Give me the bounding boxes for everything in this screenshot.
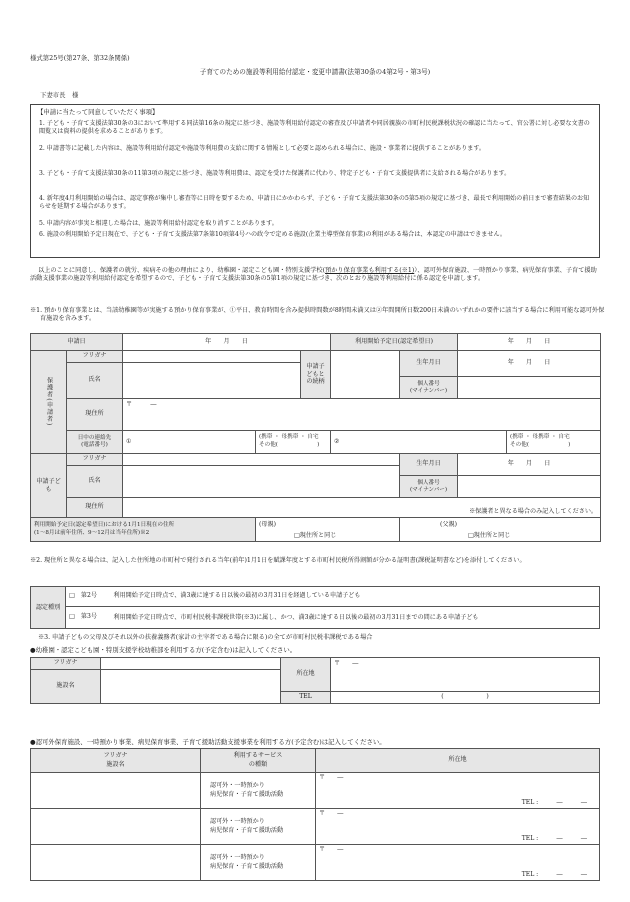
other-location-header: 所在地 xyxy=(316,749,600,773)
relation-label: 申請子どもとの続柄 xyxy=(301,351,331,399)
father-label: (父親) xyxy=(440,521,457,528)
guardian-birth-label: 生年月日 xyxy=(400,351,458,377)
child-birth-field[interactable]: 年 月 日 xyxy=(458,454,601,476)
mother-same-checkbox[interactable]: □現住所と同じ xyxy=(294,531,337,539)
note-2: ※2. 現住所と異なる場合は、記入した住所地の市町村で発行される当年(前年)1月1日を賦課年度とする市町村民税所得割額が分かる証明書(課税証明書など)を添付してください。 xyxy=(30,557,526,564)
notice-item: 6. 施設の利用開始予定日現在で、子ども・子育て支援法第7条第10項第4号ハの政令で定める施設(企業主導型保育事業)の利用がある場合は、本認定の申請はできません。 xyxy=(39,231,507,238)
start-date-label: 利用開始予定日(認定希望日) xyxy=(331,334,458,351)
notice-item: 3. 子ども・子育て支援法第30条の11第3項の規定に基づき、施設等利用費は、認定を受けた保護者に代わり、特定子ども・子育て支援提供者に支給される場合があります。 xyxy=(39,170,511,177)
father-jan-address[interactable] xyxy=(400,518,601,542)
consent-text-a: 以上のことに同意し、保護者の就労、疾病その他の理由により、幼稚園・認定こども園・特別支援学校( xyxy=(38,267,326,274)
note-3: ※3. 申請子どもの父母及びそれ以外の扶養義務者(家計の主宰者である場合に限る)の全てが市町村民税非課税である場合 xyxy=(38,634,373,641)
consent-underlined: 預かり保育事業も利用する(※1) xyxy=(325,267,415,274)
apply-date-label: 申請日 xyxy=(31,334,123,351)
guardian-name-field[interactable] xyxy=(123,363,301,399)
other-location-field-1[interactable] xyxy=(316,773,600,809)
other-service-header: 利用するサービス の種類 xyxy=(201,749,316,773)
father-same-checkbox[interactable]: □現住所と同じ xyxy=(468,531,511,539)
other-facility-field-3[interactable] xyxy=(31,845,201,881)
other-location-field-3[interactable] xyxy=(316,845,600,881)
guardian-furigana-label: フリガナ xyxy=(67,351,123,363)
service-option-a: 認可外・一時預かり xyxy=(210,854,265,862)
notice-item: 5. 申請内容が事実と相違した場合は、施設等利用給付認定を取り消すことがあります。 xyxy=(39,220,278,227)
kinder-tel-label: TEL xyxy=(281,692,331,704)
contact-kind-2[interactable]: (携帯 ・ 母携帯 ・ 自宅 その他( ) xyxy=(507,431,601,454)
kinder-section-heading: ●幼稚園・認定こども園・特別支援学校幼稚部を利用する方(予定含む)は記入してください。 xyxy=(30,646,297,654)
cert-2-desc: 利用開始予定日時点で、満3歳に達する日以後の最初の3月31日を経過している申請子ども xyxy=(111,587,600,607)
child-mynumber-field[interactable] xyxy=(458,476,601,498)
kinder-table xyxy=(30,657,600,704)
guardian-mynumber-label: 個人番号 (マイナンバー) xyxy=(400,377,458,399)
kinder-postal: 〒 ― xyxy=(334,660,359,667)
guardian-section-label: 保護者(申請者) xyxy=(31,351,67,454)
certification-type-table xyxy=(30,586,600,629)
addressee: 下妻市長 様 xyxy=(40,91,79,99)
contact-field-2[interactable] xyxy=(331,431,507,454)
guardian-birth-field[interactable]: 年 月 日 xyxy=(458,351,601,377)
other-service-field-1[interactable] xyxy=(201,773,316,809)
cert-3-checkbox[interactable]: □ 第3号 xyxy=(66,607,111,629)
service-option-a: 認可外・一時預かり xyxy=(210,782,265,790)
kinder-furigana-field[interactable] xyxy=(101,658,281,670)
contact-field-1[interactable] xyxy=(123,431,256,454)
other-service-field-2[interactable] xyxy=(201,809,316,845)
cert-type-label: 認定種別 xyxy=(31,587,66,629)
kinder-furigana-label: フリガナ xyxy=(31,658,101,670)
guardian-name-label: 氏名 xyxy=(67,363,123,399)
child-section-label: 申請子ども xyxy=(31,454,67,518)
child-mynumber-label: 個人番号 (マイナンバー) xyxy=(400,476,458,498)
consent-text-b: ）、認可外保育施設、一時預かり事業、病児保育事業、子育て援助活動支援事業の施設等利用給付認定を希望するので、子ども・子育て支援法第30条の5第1項の規定に基づき、次のとおり施設等利用給付に係る認定を申請します。 xyxy=(30,267,597,283)
guardian-address-field[interactable] xyxy=(123,399,601,431)
other-services-table xyxy=(30,748,600,881)
other-facility-name-header: 施設名 xyxy=(106,760,125,768)
guardian-mynumber-field[interactable] xyxy=(458,377,601,399)
child-address-label: 現住所 xyxy=(67,498,123,518)
notice-item: 2. 申請書等に記載した内容は、施設等利用給付認定や施設等利用費の支給に関する情報として必要と認められる場合に、施設・事業者に提供することがあります。 xyxy=(39,145,486,152)
mother-label: (母親) xyxy=(259,521,276,528)
notice-item: 4. 新年度4月利用開始の場合は、認定事務が集中し審査等に日時を要するため、申請日にかかわらず、子ども・子育て支援法第30条の5第5項の規定に基づき、最長で利用開始の前日まで審査結果のお知らせを延期する場合があります。 xyxy=(39,195,590,211)
service-option-b: 病児保育・子育て援助活動 xyxy=(210,826,284,834)
contact-kind-1[interactable]: (携帯 ・ 母携帯 ・ 自宅 その他( ) xyxy=(256,431,331,454)
other-facility-field-1[interactable] xyxy=(31,773,201,809)
jan-address-label: 利用開始予定日(認定希望日)における1月1日現在の住所 (1～8月は前年住所、9～12月は当年住所)※2 xyxy=(31,518,256,542)
child-name-label: 氏名 xyxy=(67,466,123,498)
note-1: ※1. 預かり保育事業とは、当該幼稚園等が実施する預かり保育事業が、①平日、教育時間を含み提供時間数が8時間未満又は②年間開所日数200日未満のいずれかの要件に該当する場合に利用可能な認可外保育施設を含みます。 xyxy=(30,307,605,323)
form-number: 様式第25号(第27条、第32条関係) xyxy=(30,54,130,62)
other-service-field-3[interactable] xyxy=(201,845,316,881)
service-option-b: 病児保育・子育て援助活動 xyxy=(210,862,284,870)
other-facility-field-2[interactable] xyxy=(31,809,201,845)
kinder-location-field[interactable] xyxy=(331,658,600,692)
service-option-b: 病児保育・子育て援助活動 xyxy=(210,790,284,798)
child-name-field[interactable] xyxy=(123,466,400,498)
consent-paragraph xyxy=(30,267,600,284)
other-postal: 〒 ― xyxy=(319,846,344,853)
guardian-address-label: 現住所 xyxy=(67,399,123,431)
child-furigana-field[interactable] xyxy=(123,454,400,466)
apply-date-field[interactable]: 年 月 日 xyxy=(123,334,331,351)
child-address-field[interactable] xyxy=(123,498,601,518)
consent-notice-box xyxy=(30,104,600,258)
other-postal: 〒 ― xyxy=(319,774,344,781)
postal-mark: 〒 ― xyxy=(126,401,157,408)
circle-2: ② xyxy=(334,437,340,445)
cert-3-desc: 利用開始予定日時点で、市町村民税非課税世帯(※3)に属し、かつ、満3歳に達する日以後の最初の3月31日までの間にある申請子ども xyxy=(111,607,600,629)
form-title: 子育てのための施設等利用給付認定・変更申請書(法第30条の4第2号・第3号) xyxy=(199,68,431,76)
other-tel: TEL : ― ― xyxy=(521,798,587,806)
kinder-location-label: 所在地 xyxy=(281,658,331,692)
child-furigana-label: フリガナ xyxy=(67,454,123,466)
other-tel: TEL : ― ― xyxy=(521,834,587,842)
kinder-facility-label: 施設名 xyxy=(31,670,101,704)
other-section-heading: ●認可外保育施設、一時預かり事業、病児保育事業、子育て援助活動支援事業を利用する方(予定含む)は記入してください。 xyxy=(30,738,386,746)
start-date-field[interactable]: 年 月 日 xyxy=(458,334,601,351)
notice-item: 1. 子ども・子育て支援法第30条の3において準用する同法第16条の規定に基づき、施設等利用給付認定の審査及び申請者や同居親族の市町村民税課税状況の確認に当たって、官公署に対し必要な文書の閲覧又は資料の提供を求めることがあります。 xyxy=(39,120,590,136)
mother-jan-address[interactable] xyxy=(256,518,400,542)
other-tel: TEL : ― ― xyxy=(521,870,587,878)
other-location-field-2[interactable] xyxy=(316,809,600,845)
other-facility-header xyxy=(31,749,201,773)
service-option-a: 認可外・一時預かり xyxy=(210,818,265,826)
application-form-table xyxy=(30,333,601,542)
notice-title: 【申請に当たって同意していただく事項】 xyxy=(37,108,159,116)
kinder-facility-field[interactable] xyxy=(101,670,281,704)
contact-label: 日中の連絡先 (電話番号) xyxy=(67,431,123,454)
child-birth-label: 生年月日 xyxy=(400,454,458,476)
guardian-furigana-field[interactable] xyxy=(123,351,301,363)
other-furigana-header: フリガナ xyxy=(103,751,128,759)
cert-2-checkbox[interactable]: □ 第2号 xyxy=(66,587,111,607)
circle-1: ① xyxy=(126,437,132,445)
other-postal: 〒 ― xyxy=(319,810,344,817)
kinder-tel-field[interactable]: ( ) xyxy=(331,692,600,704)
relation-field[interactable] xyxy=(331,351,400,399)
child-address-note: ※保護者と異なる場合のみ記入してください。 xyxy=(469,507,598,515)
